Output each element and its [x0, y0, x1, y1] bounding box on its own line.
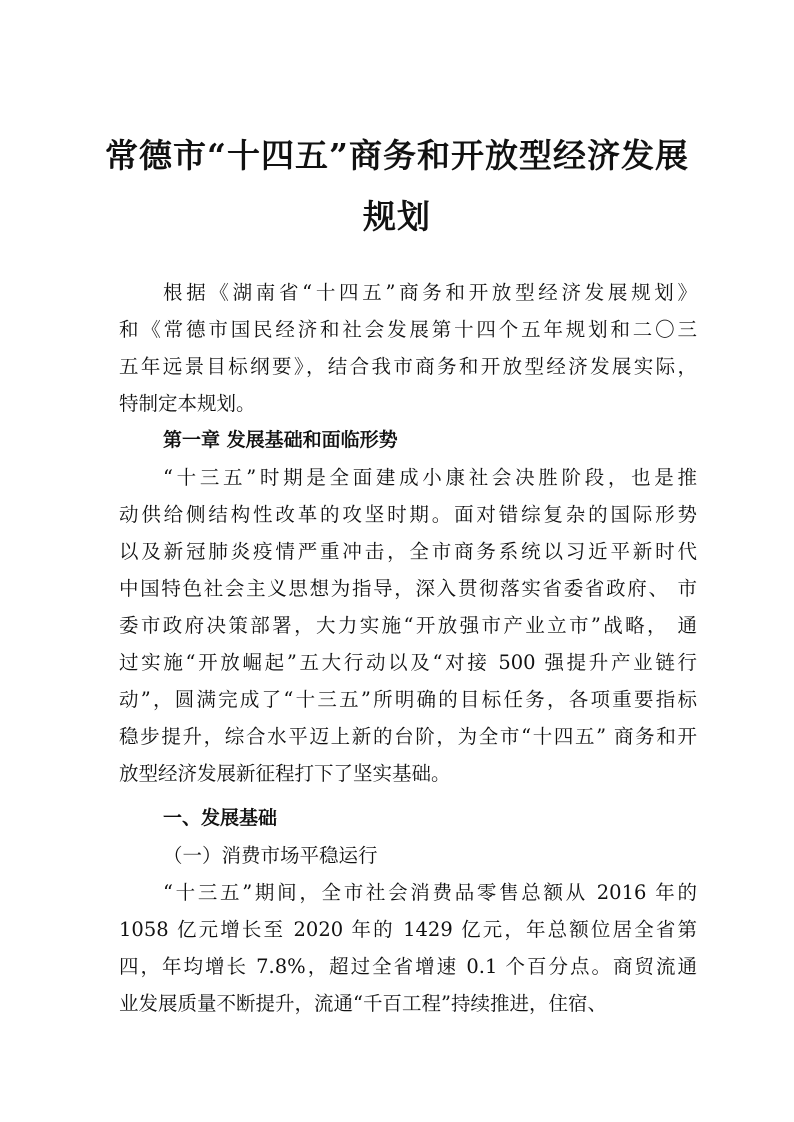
chapter-1-line: 委市政府决策部署，大力实施“开放强市产业立市”战略， 通	[119, 614, 697, 637]
subsection-1-line: “十三五”期间，全市社会消费品零售总额从 2016 年的	[163, 881, 697, 904]
intro-line: 和《常德市国民经济和社会发展第十四个五年规划和二〇三	[119, 318, 697, 341]
chapter-1-line: “十三五”时期是全面建成小康社会决胜阶段，也是推	[163, 466, 697, 489]
chapter-1-paragraph	[119, 459, 697, 792]
subsection-1-line: 业发展质量不断提升，流通“千百工程”持续推进，住宿、	[119, 992, 607, 1015]
document-title-line-1: 常德市“十四五”商务和开放型经济发展	[105, 136, 689, 175]
subsection-1-paragraph	[119, 874, 697, 1022]
intro-line: 根据《湖南省“十四五”商务和开放型经济发展规划》	[163, 281, 697, 304]
chapter-1-line: 过实施“开放崛起”五大行动以及“对接 500 强提升产业链行	[119, 651, 697, 674]
chapter-1-line: 中国特色社会主义思想为指导，深入贯彻落实省委省政府、 市	[119, 577, 697, 600]
chapter-1-line: 稳步提升，综合水平迈上新的台阶，为全市“十四五” 商务和开	[119, 725, 697, 748]
subsection-1-line: 四，年均增长 7.8%，超过全省增速 0.1 个百分点。商贸流通	[119, 955, 697, 978]
subsection-1-line: 1058 亿元增长至 2020 年的 1429 亿元，年总额位居全省第	[119, 918, 697, 941]
document-title-line-2: 规划	[363, 197, 431, 236]
intro-line: 特制定本规划。	[119, 392, 256, 415]
chapter-1-line: 以及新冠肺炎疫情严重冲击，全市商务系统以习近平新时代	[119, 540, 697, 563]
section-1-heading: 一、发展基础	[163, 807, 278, 829]
chapter-1-line: 动供给侧结构性改革的攻坚时期。面对错综复杂的国际形势	[119, 503, 697, 526]
intro-line: 五年远景目标纲要》，结合我市商务和开放型经济发展实际，	[119, 355, 697, 378]
intro-paragraph	[119, 274, 697, 422]
chapter-1-line: 动”，圆满完成了“十三五”所明确的目标任务，各项重要指标	[119, 688, 697, 711]
chapter-1-line: 放型经济发展新征程打下了坚实基础。	[119, 762, 451, 785]
subsection-1-heading: （一）消费市场平稳运行	[163, 844, 378, 867]
chapter-1-heading: 第一章 发展基础和面临形势	[163, 429, 398, 451]
